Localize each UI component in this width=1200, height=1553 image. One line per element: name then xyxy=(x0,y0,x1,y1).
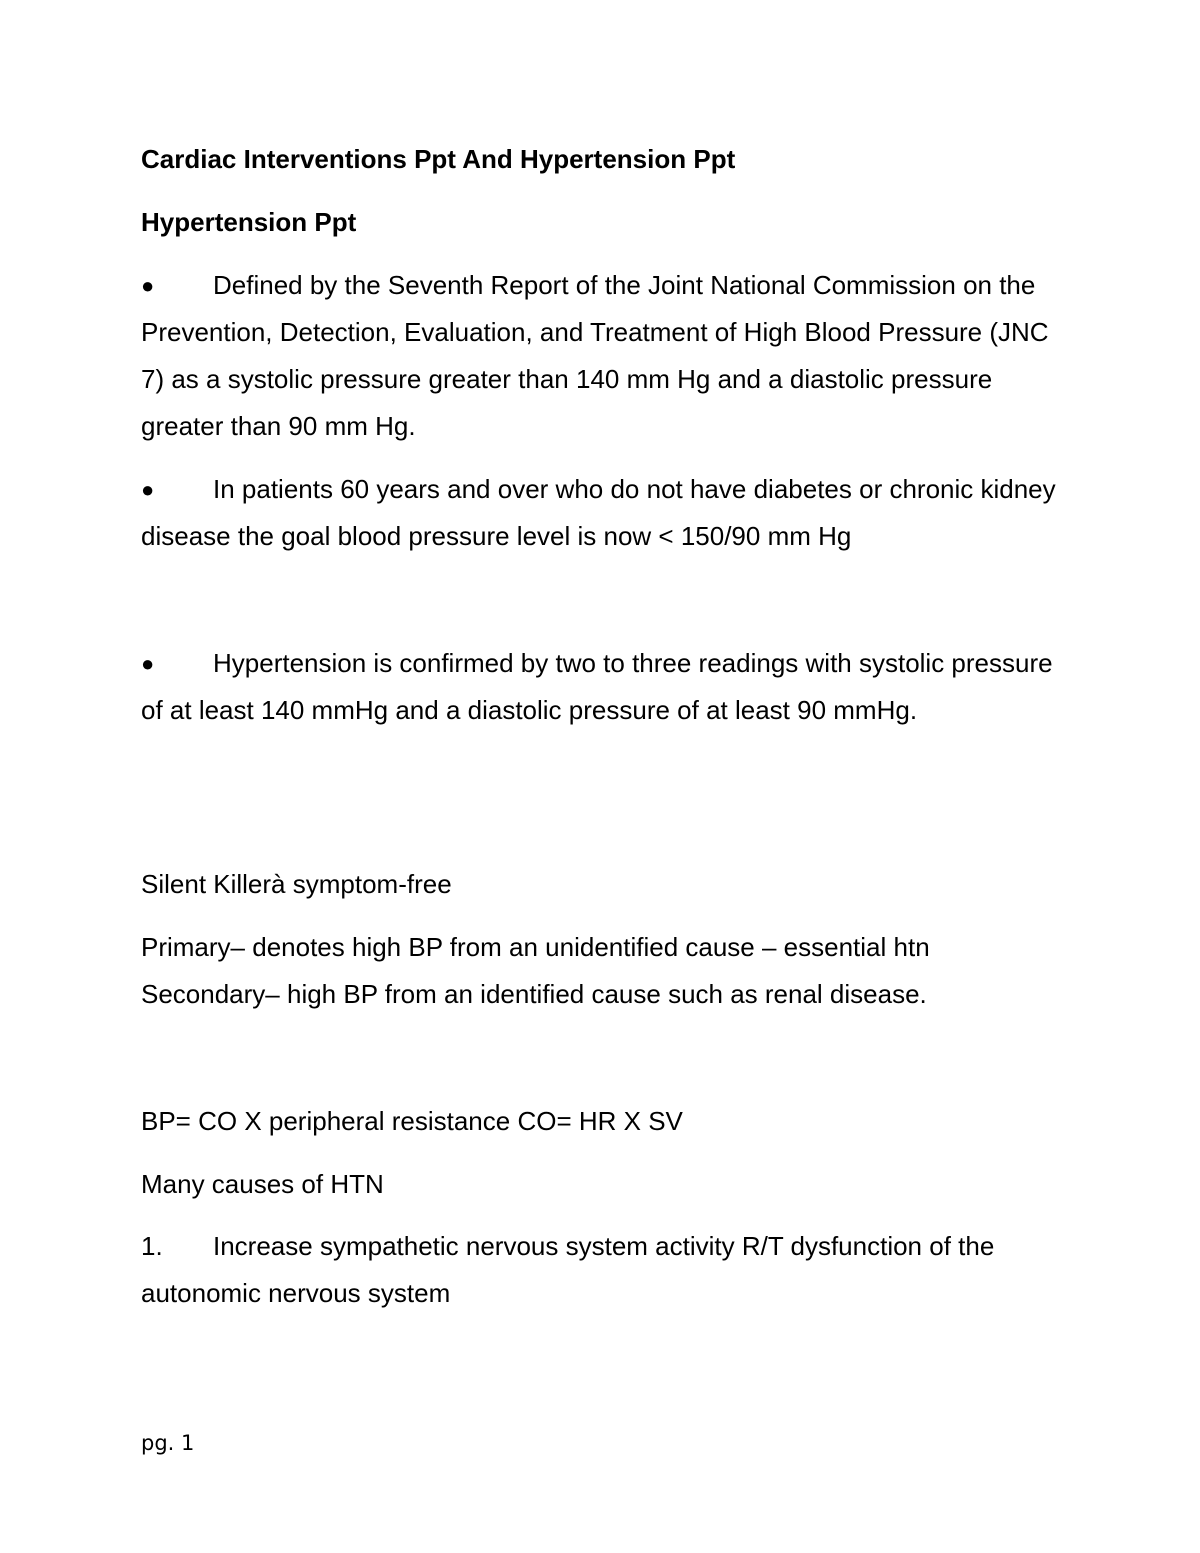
item-number: 1. xyxy=(141,1231,163,1261)
bullet-icon: ● xyxy=(141,477,155,502)
bullet-item-goal xyxy=(141,466,1061,560)
silent-killer-line: Silent Killerà symptom-free xyxy=(141,869,452,899)
item-text: Increase sympathetic nervous system activity R/T dysfunction of the autonomic nervous system xyxy=(141,1231,995,1308)
bullet-item-jnc7 xyxy=(141,262,1061,450)
causes-heading: Many causes of HTN xyxy=(141,1169,384,1199)
section-heading: Hypertension Ppt xyxy=(141,207,357,237)
bullet-text: Hypertension is confirmed by two to three readings with systolic pressure of at least 140 mmHg and a diastolic pressure of at least 90 mmHg. xyxy=(141,648,1053,725)
bullet-icon: ● xyxy=(141,273,155,298)
bullet-icon: ● xyxy=(141,651,155,676)
bullet-item-confirmed xyxy=(141,640,1061,734)
secondary-line: Secondary– high BP from an identified cause such as renal disease. xyxy=(141,979,927,1009)
primary-line: Primary– denotes high BP from an unidentified cause – essential htn xyxy=(141,932,930,962)
bullet-text: Defined by the Seventh Report of the Joint National Commission on the Prevention, Detection, Evaluation, and Treatment of High Blood Pressure (JNC 7) as a systolic pressure greater than 140 mm Hg and a diastolic pressure greater than 90 mm Hg. xyxy=(141,270,1049,441)
document-title: Cardiac Interventions Ppt And Hypertension Ppt xyxy=(141,144,736,174)
page-number: pg. 1 xyxy=(141,1431,195,1455)
formula-line: BP= CO X peripheral resistance CO= HR X SV xyxy=(141,1106,683,1136)
numbered-item xyxy=(141,1223,1061,1317)
bullet-text: In patients 60 years and over who do not have diabetes or chronic kidney disease the goal blood pressure level is now < 150/90 mm Hg xyxy=(141,474,1056,551)
